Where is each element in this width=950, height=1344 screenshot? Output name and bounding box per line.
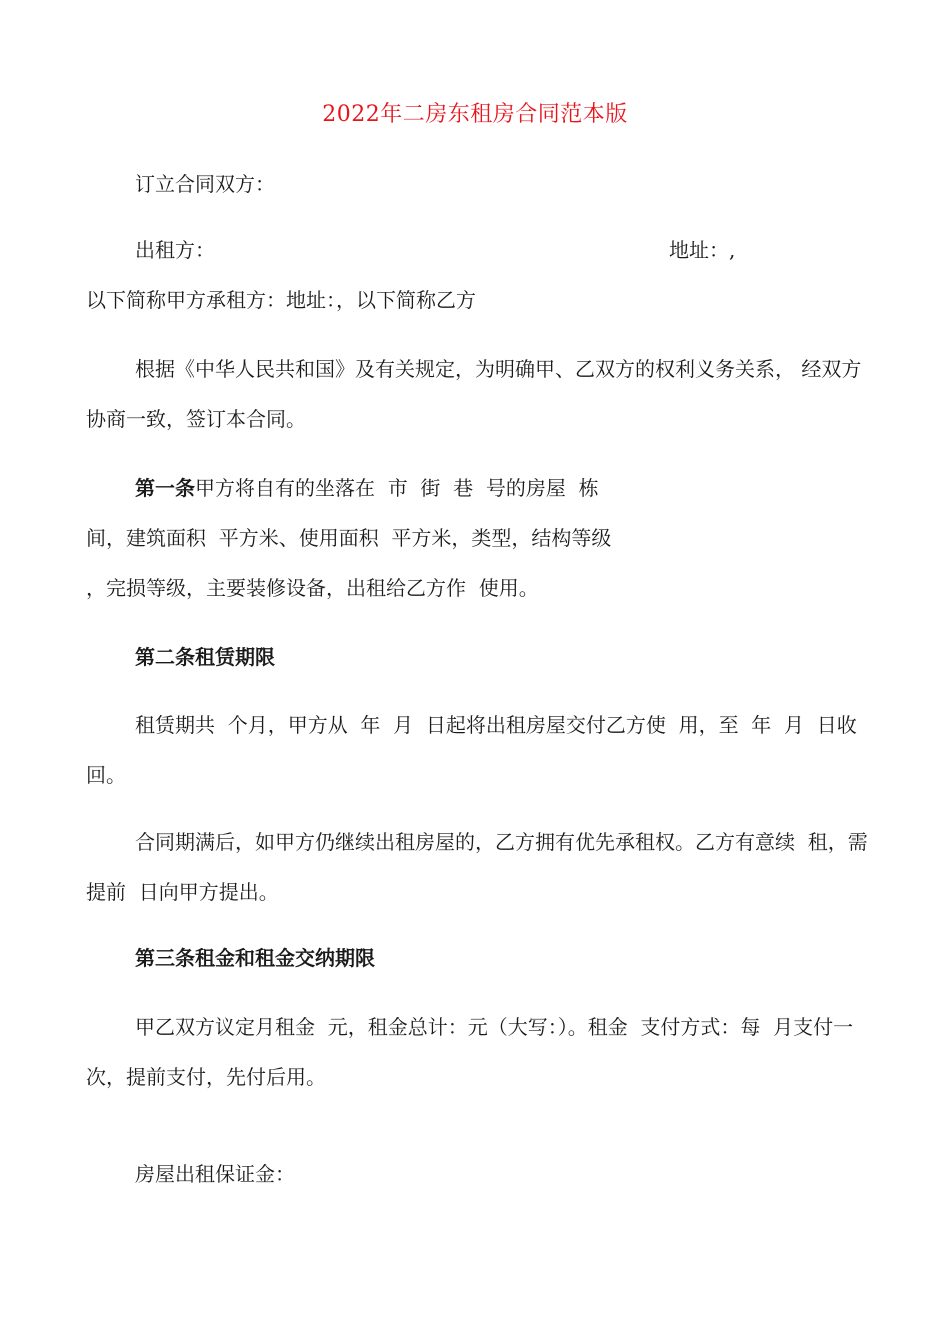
article-2-heading: 第二条租赁期限 bbox=[135, 645, 275, 669]
article-3-line-2: 次，提前支付，先付后用。 bbox=[86, 1065, 326, 1089]
article-2-p1-line-1: 租赁期共 个月，甲方从 年 月 日起将出租房屋交付乙方使 用，至 年 月 日收 bbox=[135, 713, 857, 737]
deposit-label: 房屋出租保证金： bbox=[135, 1162, 295, 1186]
document-title: 2022年二房东租房合同范本版 bbox=[322, 102, 628, 127]
parties-line: 以下简称甲方承租方：地址：，以下简称乙方 bbox=[86, 288, 476, 312]
article-3-heading: 第三条租金和租金交纳期限 bbox=[135, 946, 375, 970]
parties-heading: 订立合同双方： bbox=[135, 172, 275, 196]
intro-line-2: 协商一致，签订本合同。 bbox=[86, 407, 306, 431]
address-label: 地址：, bbox=[669, 238, 736, 262]
article-1-line-2: 间，建筑面积 平方米、使用面积 平方米，类型，结构等级 bbox=[86, 526, 612, 550]
article-1-heading: 第一条 bbox=[135, 476, 195, 500]
article-3-line-1: 甲乙双方议定月租金 元，租金总计：元（大写：）。租金 支付方式：每 月支付一 bbox=[135, 1015, 854, 1039]
article-2-p2-line-2: 提前 日向甲方提出。 bbox=[86, 880, 279, 904]
article-2-p2-line-1: 合同期满后，如甲方仍继续出租房屋的，乙方拥有优先承租权。乙方有意续 租，需 bbox=[135, 830, 868, 854]
lessor-label: 出租方： bbox=[135, 238, 215, 262]
article-2-p1-line-2: 回。 bbox=[86, 763, 126, 787]
article-1-line-1 bbox=[135, 476, 599, 500]
article-1-text: 甲方将自有的坐落在 市 街 巷 号的房屋 栋 bbox=[195, 476, 599, 500]
article-1-line-3: ，完损等级，主要装修设备，出租给乙方作 使用。 bbox=[86, 576, 539, 600]
intro-line-1: 根据《中华人民共和国》及有关规定，为明确甲、乙双方的权利义务关系， 经双方 bbox=[135, 357, 862, 381]
